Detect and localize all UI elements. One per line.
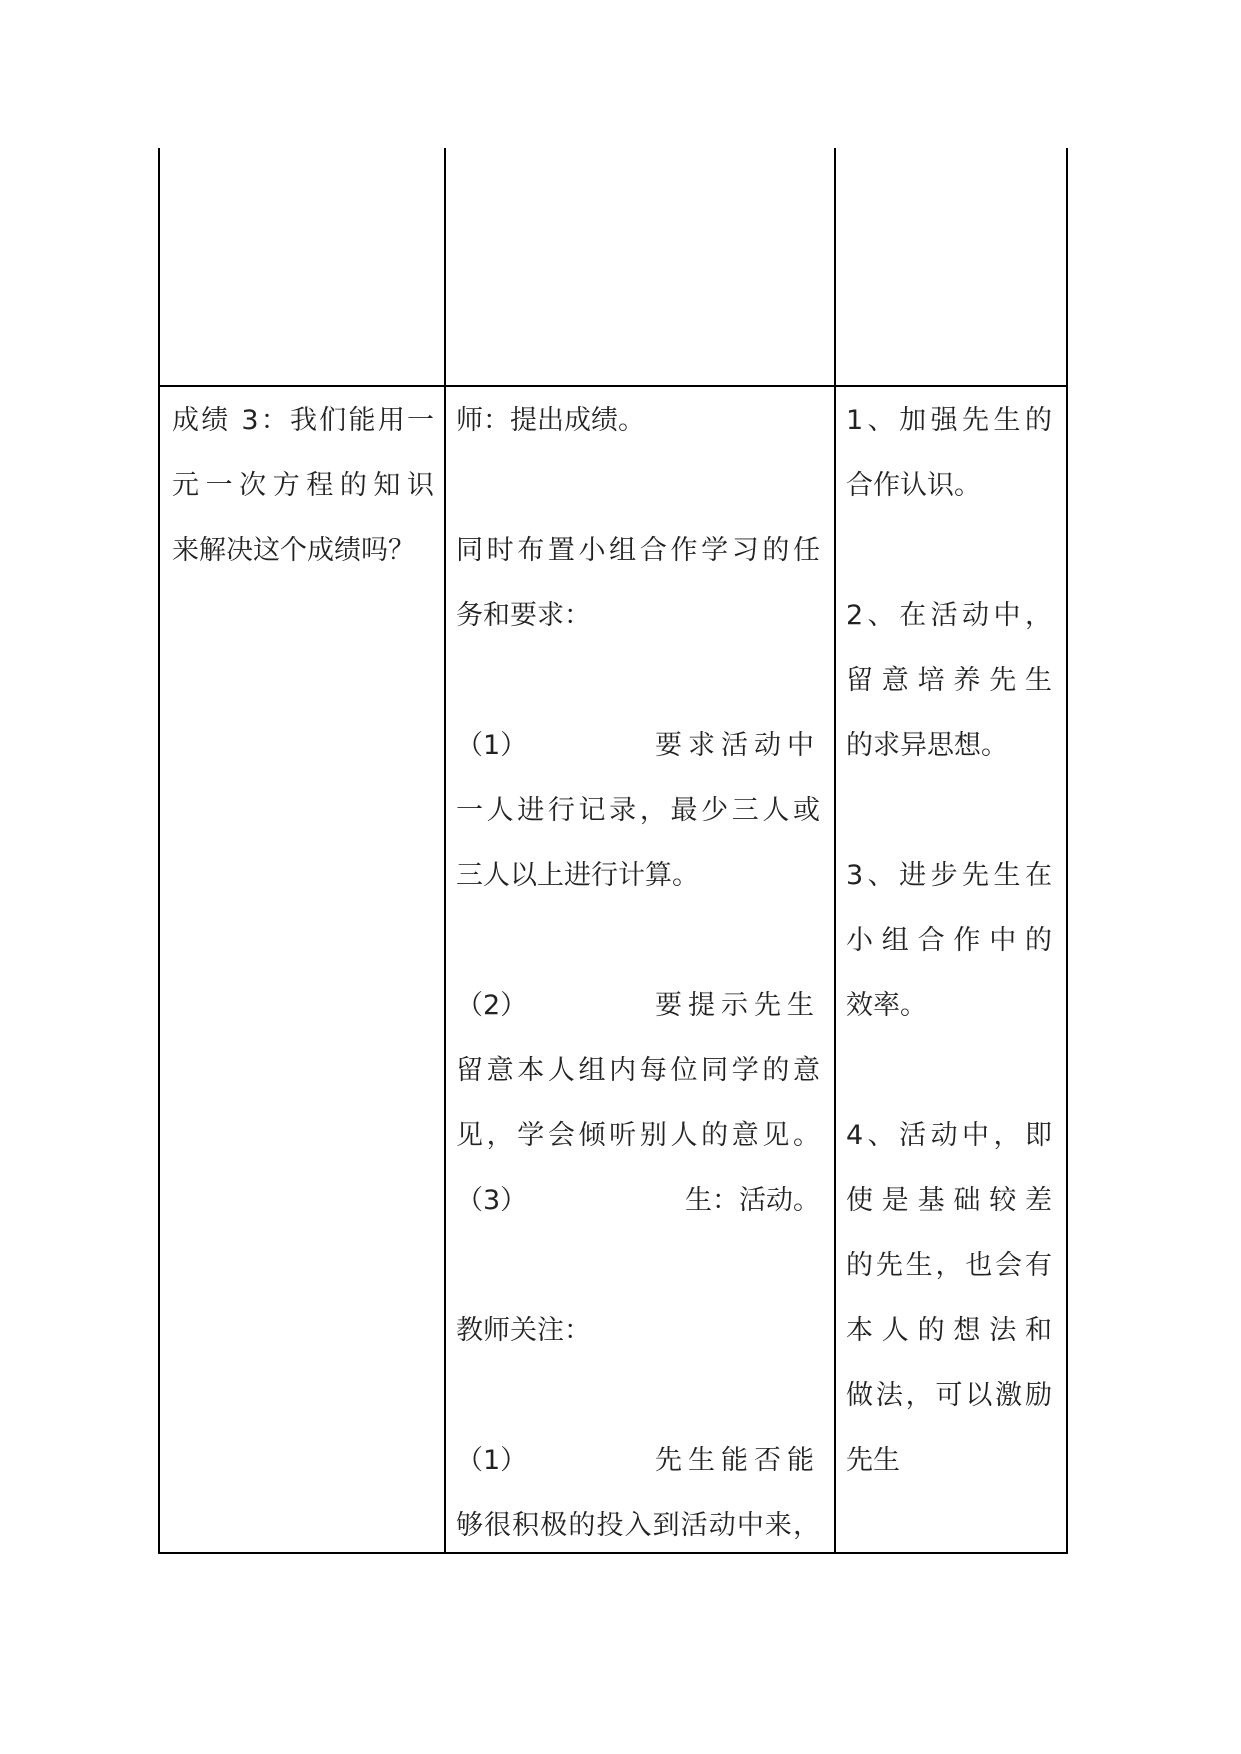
item-number: （2） [456,990,528,1021]
list-item-line: 一人进行记录，最少三人或 [456,795,820,826]
list-item-line: 三人以上进行计算。 [456,860,699,891]
item-number: （1） [456,730,528,761]
list-item-line: 见，学会倾听别人的意见。 [456,1120,820,1151]
intent-line: 合作认识。 [846,470,981,501]
question-line: 元一次方程的知识 [172,470,434,501]
intent-line: 3、进步先生在 [846,860,1052,891]
question-line: 来解决这个成绩吗？ [172,535,415,566]
list-item-heading [456,973,820,1038]
item-lead: 先生能否能 [655,1445,820,1476]
list-item-line: 留意本人组内每位同学的意 [456,1055,820,1086]
list-item-heading [456,713,820,778]
item-number: （1） [456,1445,528,1476]
intent-line: 使是基础较差 [846,1185,1052,1216]
question-line: 成绩 3：我们能用一 [172,405,434,436]
item-lead: 要提示先生 [655,990,820,1021]
item-lead: 要求活动中 [655,730,820,761]
intent-line: 本人的想法和 [846,1315,1052,1346]
paragraph-line: 同时布置小组合作学习的任 [456,535,820,566]
teacher-activity-cell [456,388,820,1558]
intent-line: 1、加强先生的 [846,405,1052,436]
table-divider-2 [834,148,836,1554]
table-border-right [1066,148,1068,1554]
intent-line: 小组合作中的 [846,925,1052,956]
intent-line: 2、在活动中， [846,600,1052,631]
intent-line: 留意培养先生 [846,665,1052,696]
list-item-line: 够很积极的投入到活动中来， [456,1510,820,1541]
design-intent-cell [846,388,1052,1493]
paragraph: 教师关注： [456,1315,591,1346]
list-item-heading [456,1168,820,1233]
question-cell [172,388,434,583]
intent-line: 做法，可以激励 [846,1380,1052,1411]
intent-line: 的求异思想。 [846,730,1008,761]
item-number: （3） [456,1185,528,1216]
paragraph-line: 务和要求： [456,600,591,631]
intent-line: 的先生，也会有 [846,1250,1052,1281]
row-divider [158,385,1068,387]
intent-line: 先生 [846,1445,900,1476]
intent-line: 4、活动中，即 [846,1120,1052,1151]
list-item-heading [456,1428,820,1493]
item-lead: 生：活动。 [685,1185,820,1216]
intent-line: 效率。 [846,990,927,1021]
table-divider-1 [444,148,446,1554]
table-border-left [158,148,160,1554]
paragraph: 师：提出成绩。 [456,405,645,436]
